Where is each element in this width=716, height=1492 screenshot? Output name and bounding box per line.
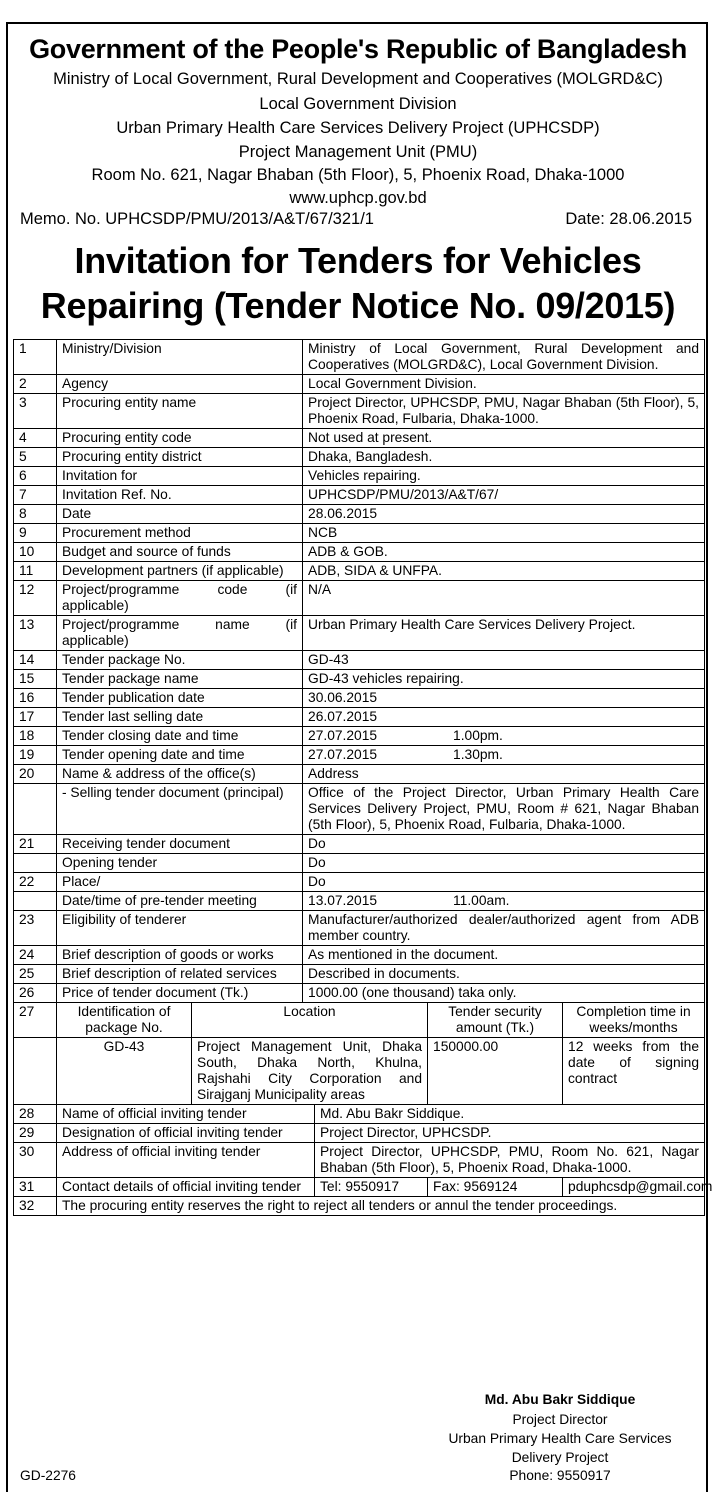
row-label: Eligibility of tenderer [57,911,303,946]
row-number: 12 [14,581,57,616]
signatory-title: Project Director [512,1412,608,1427]
row-label: Date/time of pre-tender meeting [57,892,303,911]
table-row [14,965,705,984]
row-label: Address of official inviting tender [57,1143,315,1178]
table-row [14,689,705,708]
row-value [303,965,705,984]
memo-date: Date: 28.06.2015 [565,210,692,228]
row-value-text: 30.06.2015 [308,690,378,705]
row-label: - Selling tender document (principal) [57,784,303,835]
row-number: 15 [14,670,57,689]
table-row [14,651,705,670]
row-value [303,892,705,911]
fax-cell: Fax: 9569124 [428,1178,563,1197]
table-row [14,505,705,524]
row-label: Name & address of the office(s) [57,765,303,784]
official-row [14,1124,705,1143]
table-row [14,375,705,394]
row-label: Ministry/Division [57,340,303,375]
signatory-name: Md. Abu Bakr Siddique [484,1392,636,1407]
row-number: 9 [14,524,57,543]
row-label: Brief description of goods or works [57,946,303,965]
row-value [303,375,705,394]
row-value [303,784,705,835]
row-value [303,873,705,892]
row-value [303,562,705,581]
row-value [303,651,705,670]
row-value-text: 27.07.2015 [308,747,378,762]
row-label: Tender package No. [57,651,303,670]
row-number: 14 [14,651,57,670]
row-number: 2 [14,375,57,394]
row-value-text: 28.06.2015 [308,506,378,521]
table-row [14,911,705,946]
row-value [303,689,705,708]
email-cell: pduphcsdp@gmail.com [563,1178,705,1197]
row-value [303,708,705,727]
row-value-text: 26.07.2015 [308,709,378,724]
row-number: 10 [14,543,57,562]
row-value-text: 13.07.2015 [308,893,378,908]
row-label: Invitation for [57,467,303,486]
row-number [14,892,57,911]
row-label: Opening tender [57,854,303,873]
row-value-text: Do [308,874,326,889]
table-row [14,340,705,375]
row-value-text: Urban Primary Health Care Services Delivery Project. [308,617,636,632]
row-value-text: Project Director, UPHCSDP, PMU, Nagar Bhaban (5th Floor), 5, Phoenix Road, Fulbaria, Dhaka-1000. [308,395,700,426]
row-label: Procuring entity code [57,429,303,448]
package-data-row [14,1038,705,1105]
row-time-text: 1.30pm. [453,747,503,762]
row-value [303,854,705,873]
row-value [303,543,705,562]
row-value-text: Not used at present. [308,430,433,445]
table-row [14,467,705,486]
row-number: 1 [14,340,57,375]
row-value [303,467,705,486]
row-number [14,784,57,835]
table-row [14,708,705,727]
row-label: Agency [57,375,303,394]
row-number: 11 [14,562,57,581]
row-label: Name of official inviting tender [57,1105,315,1124]
row-value-text: GD-43 [308,652,349,667]
signatory-org-line-1: Urban Primary Health Care Services [448,1431,672,1446]
row-number: 3 [14,394,57,429]
row-label: Place/ [57,873,303,892]
row-value-text: Described in documents. [308,966,460,981]
row-number: 17 [14,708,57,727]
row-value-text: ADB, SIDA & UNFPA. [308,563,442,578]
row-label: Price of tender document (Tk.) [57,984,303,1003]
security-cell: 150000.00 [428,1038,563,1105]
row-label: Invitation Ref. No. [57,486,303,505]
row-value-text: GD-43 vehicles repairing. [308,671,464,686]
package-id-cell: GD-43 [57,1038,192,1105]
table-row [14,946,705,965]
title-line-2: Repairing (Tender Notice No. 09/2015) [40,285,676,326]
row-number: 19 [14,746,57,765]
row-value [303,727,705,746]
row-label: Procurement method [57,524,303,543]
table-row [14,486,705,505]
row-value-text: 27.07.2015 [308,728,378,743]
row-value-text: Manufacturer/authorized dealer/authorized agent from ADB member country. [308,912,700,943]
row-value-text: Local Government Division. [308,376,477,391]
table-row [14,616,705,651]
row-label: Brief description of related services [57,965,303,984]
row-number: 27 [14,1003,57,1038]
memo-number: Memo. No. UPHCSDP/PMU/2013/A&T/67/321/1 [20,210,374,228]
row-number: 16 [14,689,57,708]
row-number: 13 [14,616,57,651]
row-label: Tender closing date and time [57,727,303,746]
row-value-text: Office of the Project Director, Urban Primary Health Care Services Delivery Project, PMU, Room # 621, Nagar Bhaban (5th Floor), 5, Phoenix Road, Fulbaria, Dhaka-1000. [308,785,700,832]
row-label: Project/programme name (if applicable) [57,616,303,651]
row-number: 30 [14,1143,57,1178]
row-value [303,946,705,965]
advertisement-code: GD-2276 [20,1468,76,1483]
row-value-text: Address [308,766,359,781]
package-id-header: Identification of package No. [57,1003,192,1038]
row-label: Tender package name [57,670,303,689]
official-row [14,1143,705,1178]
row-label: Tender publication date [57,689,303,708]
table-row [14,524,705,543]
row-value [303,984,705,1003]
row-value: Project Director, UPHCSDP. [315,1124,705,1143]
table-row [14,854,705,873]
row-value [303,340,705,375]
reservation-row [14,1197,705,1216]
row-number: 31 [14,1178,57,1197]
row-label: Procuring entity name [57,394,303,429]
row-number: 24 [14,946,57,965]
row-number: 23 [14,911,57,946]
row-value [303,448,705,467]
row-number: 6 [14,467,57,486]
row-number [14,1038,57,1105]
row-number [14,854,57,873]
row-value [303,911,705,946]
row-value: Project Director, UPHCSDP, PMU, Room No. 621, Nagar Bhaban (5th Floor), 5, Phoenix Road, Dhaka-1000. [315,1143,705,1178]
table-row [14,765,705,784]
ministry-line: Ministry of Local Government, Rural Development and Cooperatives (MOLGRD&C) [53,70,663,88]
package-header-row [14,1003,705,1038]
row-value-text: ADB & GOB. [308,544,388,559]
reservation-text: The procuring entity reserves the right to reject all tenders or annul the tender proceedings. [57,1197,705,1216]
table-row [14,784,705,835]
row-time-text: 11.00am. [453,893,510,908]
project-line: Urban Primary Health Care Services Delivery Project (UPHCSDP) [116,119,600,137]
row-number: 8 [14,505,57,524]
row-value [303,616,705,651]
row-value [303,746,705,765]
table-row [14,429,705,448]
row-value-text: 1000.00 (one thousand) taka only. [308,985,517,1000]
government-heading: Government of the People's Republic of Bangladesh [29,34,687,64]
completion-header: Completion time in weeks/months [563,1003,705,1038]
row-value [303,486,705,505]
tender-table [13,339,713,1216]
table-row [14,892,705,911]
row-value-text: UPHCSDP/PMU/2013/A&T/67/ [308,487,499,502]
contact-row [14,1178,705,1197]
title-line-1: Invitation for Tenders for Vehicles [74,240,642,281]
row-value-text: Ministry of Local Government, Rural Development and Cooperatives (MOLGRD&C), Local Government Division. [308,341,700,372]
row-value [303,429,705,448]
signatory-phone: Phone: 9550917 [509,1468,611,1483]
row-number: 29 [14,1124,57,1143]
row-label: Procuring entity district [57,448,303,467]
website-line: www.uphcp.gov.bd [289,189,427,207]
row-value [303,835,705,854]
unit-line: Project Management Unit (PMU) [238,143,478,161]
table-row [14,835,705,854]
row-time-text: 1.00pm. [453,728,503,743]
row-number: 18 [14,727,57,746]
row-number: 25 [14,965,57,984]
row-number: 21 [14,835,57,854]
row-value-text: N/A [308,582,332,597]
row-number: 22 [14,873,57,892]
security-header: Tender security amount (Tk.) [428,1003,563,1038]
row-value-text: Do [308,836,326,851]
table-row [14,448,705,467]
table-row [14,543,705,562]
address-line: Room No. 621, Nagar Bhaban (5th Floor), 5, Phoenix Road, Dhaka-1000 [91,166,625,184]
table-row [14,562,705,581]
row-value [303,581,705,616]
row-value [303,505,705,524]
table-row [14,873,705,892]
row-value [303,524,705,543]
table-row [14,670,705,689]
row-value: Md. Abu Bakr Siddique. [315,1105,705,1124]
row-label: Development partners (if applicable) [57,562,303,581]
row-value [303,394,705,429]
signatory-org-line-2: Delivery Project [511,1450,609,1465]
table-row [14,581,705,616]
row-value [303,765,705,784]
row-label: Tender last selling date [57,708,303,727]
row-number: 7 [14,486,57,505]
row-number: 28 [14,1105,57,1124]
row-value-text: Dhaka, Bangladesh. [308,449,433,464]
row-label: Receiving tender document [57,835,303,854]
row-value-text: Vehicles repairing. [308,468,421,483]
row-label: Date [57,505,303,524]
row-label: Project/programme code (if applicable) [57,581,303,616]
row-number: 5 [14,448,57,467]
completion-cell: 12 weeks from the date of signing contract [563,1038,705,1105]
row-label: Designation of official inviting tender [57,1124,315,1143]
row-number: 32 [14,1197,57,1216]
location-header: Location [192,1003,428,1038]
row-number: 26 [14,984,57,1003]
row-number: 20 [14,765,57,784]
table-row [14,746,705,765]
official-row [14,1105,705,1124]
table-row [14,984,705,1003]
row-number: 4 [14,429,57,448]
table-row [14,394,705,429]
row-label: Tender opening date and time [57,746,303,765]
row-value-text: Do [308,855,326,870]
division-line: Local Government Division [259,95,457,113]
location-cell: Project Management Unit, Dhaka South, Dhaka North, Khulna, Rajshahi City Corporation and Sirajganj Municipality areas [192,1038,428,1105]
row-label: Contact details of official inviting tender [57,1178,315,1197]
row-value-text: NCB [308,525,338,540]
tel-cell: Tel: 9550917 [315,1178,428,1197]
table-row [14,727,705,746]
row-value-text: As mentioned in the document. [308,947,499,962]
row-label: Budget and source of funds [57,543,303,562]
row-value [303,670,705,689]
